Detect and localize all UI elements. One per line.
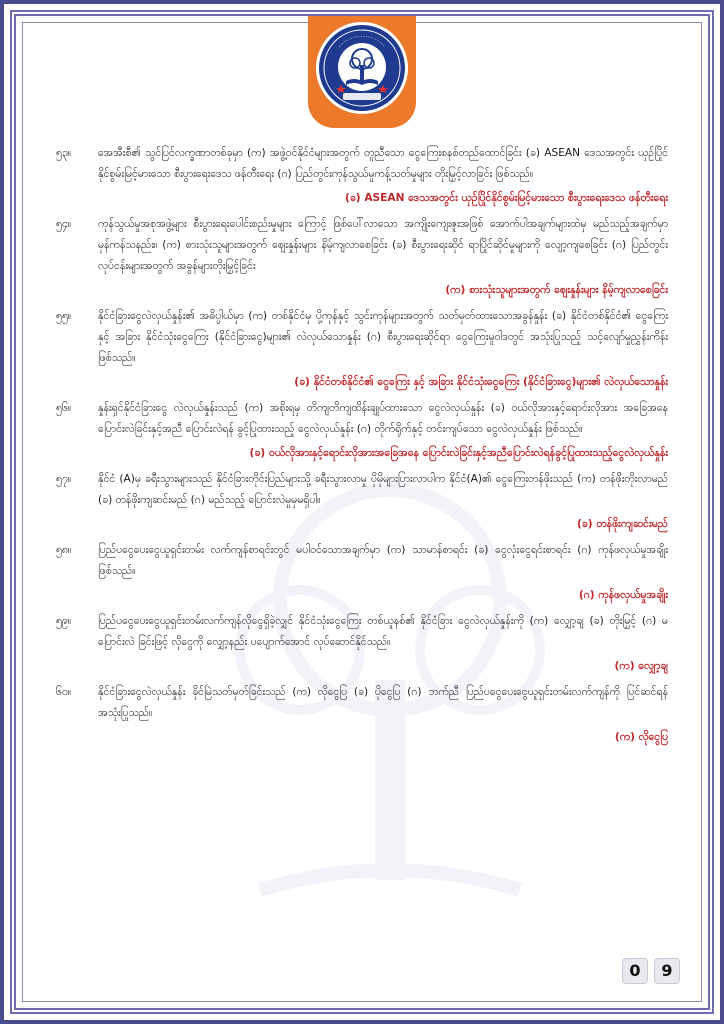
answer-57: (ခ) တန်ဖိုးကျဆင်းမည် (576, 518, 668, 530)
question-text: နိုင်ငံခြားငွေလဲလှယ်နှုန်း၏ အဓိပ္ပါယ်မှာ (က) တစ်နိုင်ငံမှ ပို့ကုန်နှင့် သွင်းကုန်များအတွက် သတ်မှတ်ထားသောအခွန်နှုန်း (ခ) နိုင်ငံတစ်နိုင်ငံ၏ ငွေကြေး နှင့် အခြား နိုင်ငံသုံးငွေကြေး (နိုင်ငံခြားငွေ)များ၏ လဲလှယ်သောနှုန်း (ဂ) စီးပွားရေးဆိုင်ရာ ငွေကြေးမူဝါဒတွင် အသုံးပြုသည့် သင့်လျော်မှုညွှန်းကိန်း ဖြစ်သည်။ (98, 310, 668, 364)
answer-56: (ခ) ဝယ်လိုအားနှင့်ရောင်းလိုအားအခြေအနေ ပြောင်းလဲခြင်းနှင့်အညီပြောင်းလဲရန်ခွင့်ပြုထားသည့်ငွေလဲလှယ်နှုန်း (249, 447, 668, 459)
answer-54: (က) စားသုံးသူများအတွက် ဈေးနှုန်းများ နိမ့်ကျလာစေခြင်း (445, 284, 668, 296)
question-56 (56, 398, 668, 440)
logo-emblem-icon (319, 25, 405, 111)
question-text: အေအီးစီ၏ သွင်ပြင်လက္ခဏာတစ်ခုမှာ (က) အဖွဲ့ဝင်နိုင်ငံများအတွက် တူညီသော ငွေကြေးစနစ်တည်ထောင်ခြင်း (ခ) ASEAN ဒေသအတွင်း ယှဉ်ပြိုင်နိုင်စွမ်းမြင့်မားသော စီးပွားရေးဒေသ ဖန်တီးရေး (ဂ) ပြည်တွင်းကုန်သွယ်မှုကန့်သတ်မှုများ တိုးမြှင့်လာခြင်း ဖြစ်သည်။ (98, 147, 668, 180)
question-number: ၅၈။ (56, 544, 72, 556)
question-list (56, 143, 668, 753)
answer-59: (က) လျှော့ချ (614, 660, 668, 672)
question-text: နှုန်းရှင်နိုင်ငံခြားငွေ လဲလှယ်နှုန်းသည် (က) အစိုးရမှ တိကျတိကျထိန်းချုပ်ထားသော ငွေလဲလှယ်နှုန်း (ခ) ဝယ်လိုအားနှင့်ရောင်းလိုအား အခြေအနေ ပြောင်းလဲခြင်းနှင့်အညီ ပြောင်းလဲရန် ခွင့်ပြုထားသည့် ငွေလဲလှယ်နှုန်း (ဂ) တိုက်ရိုက်နှင့် တင်းကျပ်သော ငွေလဲလှယ်နှုန်း ဖြစ်သည်။ (98, 402, 668, 435)
question-text: နိုင်ငံ (A)မှ ခရီးသွားများသည် နိုင်ငံခြားတိုင်းပြည်များသို့ ခရီးသွားလာမှု ပိုမိုများပြားလာပါက နိုင်ငံ(A)၏ ငွေကြေးတန်ဖိုးသည် (က) တန်ဖိုးတိုးလာမည် (ခ) တန်ဖိုးကျဆင်းမည် (ဂ) မည်သည့် ပြောင်းလဲမှုမှမရှိပါ။ (98, 473, 668, 506)
answer-53: (ခ) ASEAN ဒေသအတွင်း ယှဉ်ပြိုင်နိုင်စွမ်းမြင့်မားသော စီးပွားရေးဒေသ ဖန်တီးရေး (344, 192, 668, 204)
answer-60: (က) လိုငွေပြ (614, 731, 668, 743)
question-text: ပြည်ပငွေပေးငွေယူရှင်းတမ်းလက်ကျန်လိုငွေရှိခဲ့လျှင် နိုင်ငံသုံးငွေကြေး တစ်ယူနစ်၏ နိုင်ငံခြား ငွေလဲလှယ်နှုန်းကို (က) လျှော့ချ (ခ) တိုးမြှင့် (ဂ) မပြောင်းလဲ ခြင်းဖြင့် လိုငွေကို လျှော့နည်း ပပျောက်အောင် လုပ်ဆောင်နိုင်သည်။ (98, 615, 668, 648)
question-number: ၅၃။ (56, 147, 72, 159)
question-number: ၅၉။ (56, 615, 72, 627)
question-58 (56, 540, 668, 582)
question-number: ၆၀။ (56, 686, 72, 698)
question-text: ပြည်ပငွေပေးငွေယူရှင်းတမ်း လက်ကျန်စာရင်းတွင် မပါဝင်သောအချက်မှာ (က) သာမာန်စာရင်း (ခ) ငွေလုံးငွေရင်းစာရင်း (ဂ) ကုန်ဖလှယ်မှုအချိုး ဖြစ်သည်။ (98, 544, 668, 577)
question-55 (56, 306, 668, 369)
page-number-digit: 9 (654, 958, 680, 984)
question-text: ကုန်သွယ်မှုအစုအဖွဲ့များ စီးပွားရေးပေါင်းစည်းမှုများ ကြောင့် ဖြစ်ပေါ်လာသော အကျိုးကျေးဇူးအဖြစ် အောက်ပါအချက်များထဲမှ မည်သည့်အချက်မှာ မှန်ကန်သနည်း။ (က) စားသုံးသူများအတွက် ဈေးနှုန်းများ နိမ့်ကျလာစေခြင်း (ခ) စီးပွားရေးဆိုင် ရာပြိုင်ဆိုင်မှုများကို လျော့ကျစေခြင်း (ဂ) ပြည်တွင်းလုပ်ငန်းများအတွက် အခွန်များတိုးမြှင့်ခြင်း (98, 218, 668, 272)
ministry-logo (316, 22, 408, 114)
question-57 (56, 469, 668, 511)
page-number (622, 958, 680, 984)
question-number: ၅၇။ (56, 473, 72, 485)
question-number: ၅၄။ (56, 218, 72, 230)
question-53 (56, 143, 668, 185)
answer-58: (ဂ) ကုန်ဖလှယ်မှုအချိုး (578, 589, 668, 601)
question-text: နိုင်ငံခြားငွေလဲလှယ်နှုန်း ခိုင်မြဲသတ်မှတ်ခြင်းသည် (က) လိုငွေပြ (ခ) ပိုငွေပြ (ဂ) ဘက်ညီ ပြည်ပငွေပေးငွေယူရှင်းတမ်းလက်ကျန်ကို ပြင်ဆင်ရန် အသုံးပြုသည်။ (98, 686, 668, 719)
question-number: ၅၆။ (56, 402, 72, 414)
answer-55: (ခ) နိုင်ငံတစ်နိုင်ငံ၏ ငွေကြေး နှင့် အခြား နိုင်ငံသုံးငွေကြေး (နိုင်ငံခြားငွေ)များ၏ လဲလှယ်သောနှုန်း (294, 376, 668, 388)
question-60 (56, 682, 668, 724)
page-number-digit: 0 (622, 958, 648, 984)
question-number: ၅၅။ (56, 310, 72, 322)
question-59 (56, 611, 668, 653)
question-54 (56, 214, 668, 277)
